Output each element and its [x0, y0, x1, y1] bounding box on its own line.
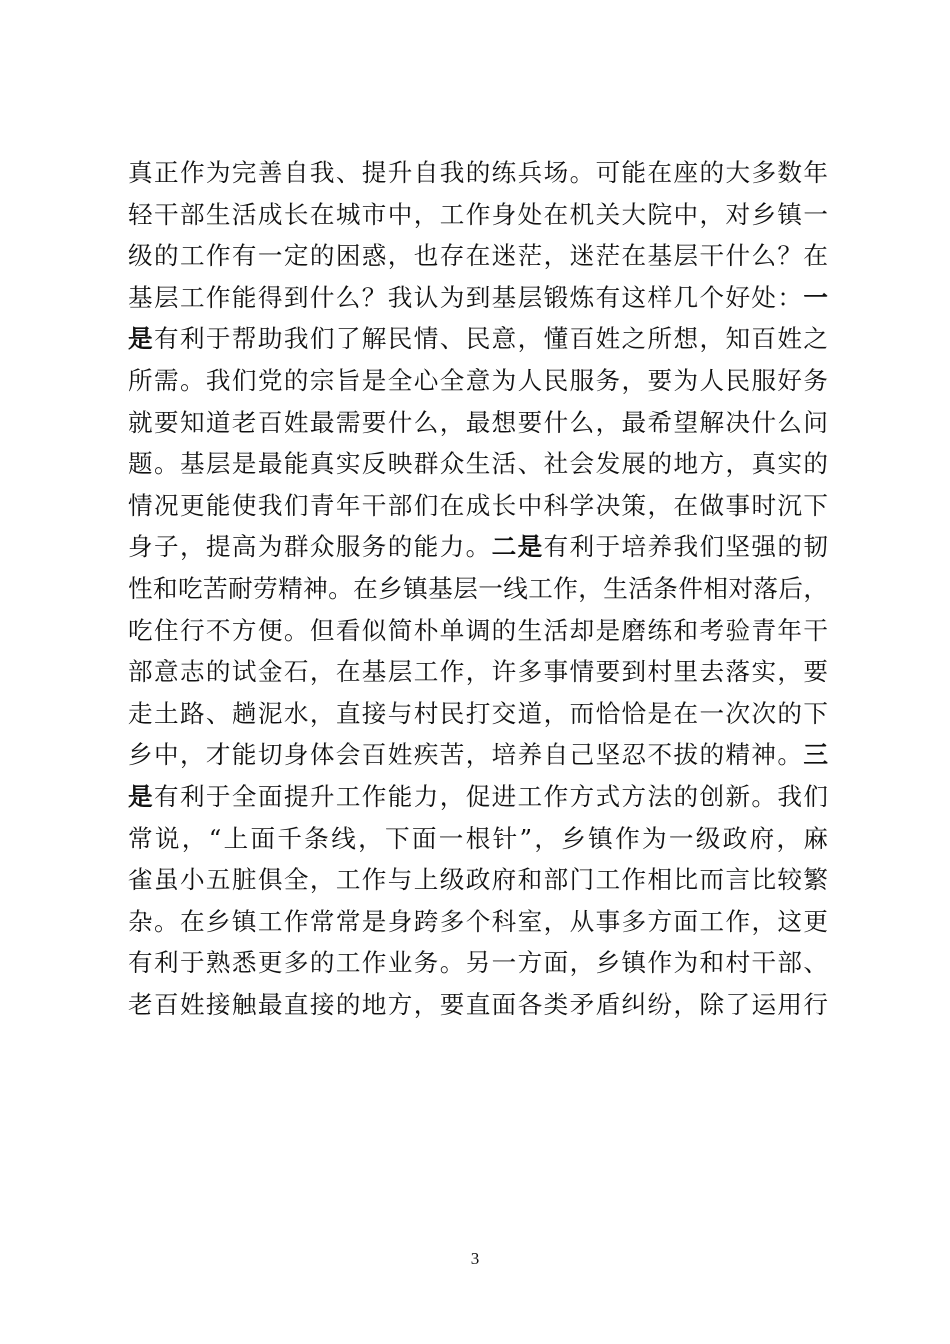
text-run: 乡中，才能切身体会百姓疾苦，培养自己坚忍不拔的精神。	[128, 740, 804, 770]
text-run: 有利于熟悉更多的工作业务。另一方面，乡镇作为和村干部、	[128, 948, 828, 978]
text-run: 身子，提高为群众服务的能力。	[128, 532, 492, 562]
text-line	[128, 694, 828, 734]
text-line	[128, 195, 828, 235]
text-line	[128, 403, 828, 443]
text-run: 雀虽小五脏俱全，工作与上级政府和部门工作相比而言比较繁	[128, 865, 828, 895]
text-run: 杂。在乡镇工作常常是身跨多个科室，从事多方面工作，这更	[128, 906, 828, 936]
text-line	[128, 652, 828, 692]
page-number: 3	[470, 1249, 480, 1268]
text-line	[128, 153, 828, 193]
text-line	[128, 611, 828, 651]
text-run: 走土路、趟泥水，直接与村民打交道，而恰恰是在一次次的下	[128, 698, 828, 728]
bold-text-run: 二是	[491, 532, 544, 562]
text-run: 情况更能使我们青年干部们在成长中科学决策，在做事时沉下	[128, 490, 828, 520]
text-line	[128, 943, 828, 983]
text-line	[128, 569, 828, 609]
bold-text-run: 三	[803, 740, 828, 770]
text-line	[128, 985, 828, 1025]
text-run: 真正作为完善自我、提升自我的练兵场。可能在座的大多数年	[128, 158, 828, 187]
text-line	[128, 444, 828, 484]
bold-text-run: 是	[128, 324, 154, 354]
text-run: 就要知道老百姓最需要什么，最想要什么，最希望解决什么问	[128, 407, 828, 437]
text-line	[128, 236, 828, 276]
text-line	[128, 777, 828, 817]
text-run: 有利于全面提升工作能力，促进工作方式方法的创新。我们	[153, 782, 828, 811]
text-line	[128, 902, 828, 942]
text-run: 有利于培养我们坚强的韧	[543, 532, 828, 562]
bold-text-run: 是	[128, 782, 154, 811]
text-run: 老百姓接触最直接的地方，要直面各类矛盾纠纷，除了运用行	[128, 990, 828, 1019]
text-line	[128, 278, 828, 318]
text-run: 部意志的试金石，在基层工作，许多事情要到村里去落实，要	[128, 657, 828, 687]
text-run: 常说，“上面千条线，下面一根针”，乡镇作为一级政府，麻	[128, 823, 828, 853]
text-run: 级的工作有一定的困惑，也存在迷茫，迷茫在基层干什么？在	[128, 241, 828, 271]
text-run: 题。基层是最能真实反映群众生活、社会发展的地方，真实的	[128, 449, 828, 479]
text-line	[128, 819, 828, 859]
text-line	[128, 486, 828, 526]
text-run: 基层工作能得到什么？我认为到基层锻炼有这样几个好处：	[128, 282, 804, 312]
text-line	[128, 319, 828, 359]
text-run: 吃住行不方便。但看似简朴单调的生活却是磨练和考验青年干	[128, 615, 828, 645]
bold-text-run: 一	[803, 282, 828, 312]
text-run: 轻干部生活成长在城市中，工作身处在机关大院中，对乡镇一	[128, 199, 828, 229]
text-run: 性和吃苦耐劳精神。在乡镇基层一线工作，生活条件相对落后，	[128, 574, 828, 603]
text-line	[128, 361, 828, 401]
text-run: 有利于帮助我们了解民情、民意，懂百姓之所想，知百姓之	[153, 324, 828, 354]
text-line	[128, 527, 828, 567]
text-line	[128, 735, 828, 775]
text-run: 所需。我们党的宗旨是全心全意为人民服务，要为人民服好务	[128, 366, 828, 395]
text-line	[128, 860, 828, 900]
